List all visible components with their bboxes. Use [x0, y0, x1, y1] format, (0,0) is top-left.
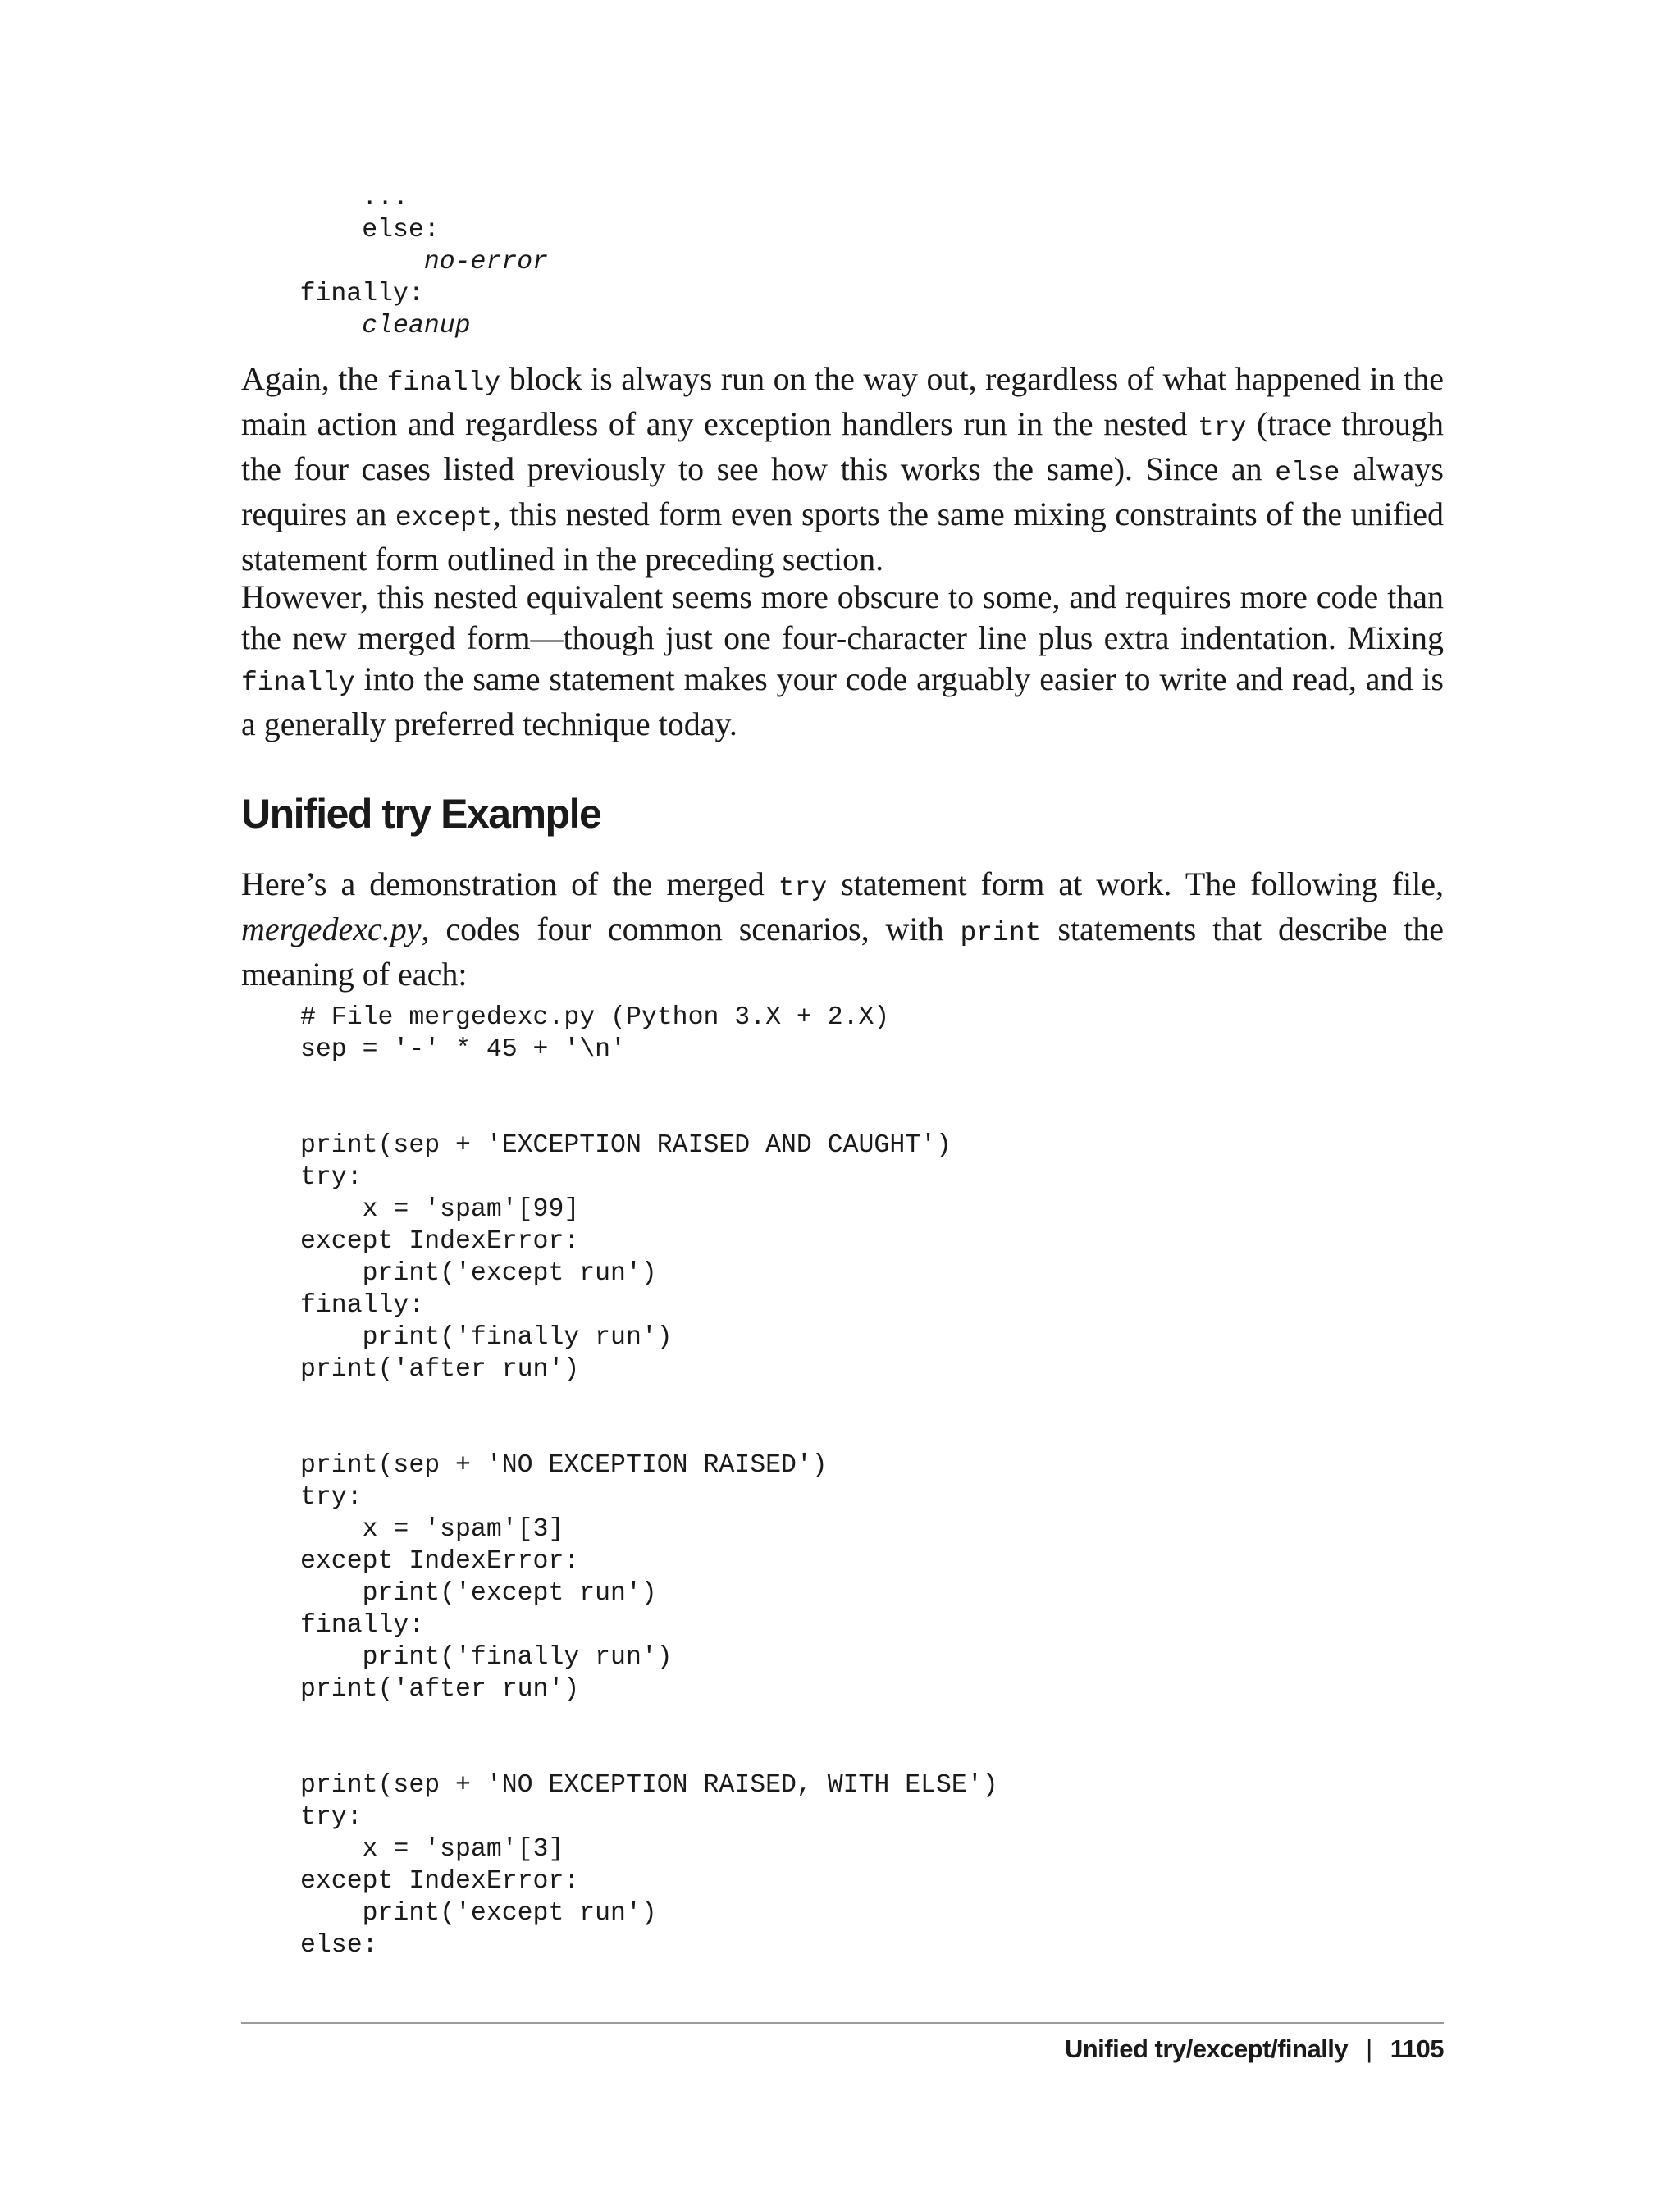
text-run: (trace through the four cases listed previously to see how this works the same). Since an	[241, 405, 1444, 487]
code-block-top	[238, 182, 548, 342]
inline-code: finally	[386, 368, 501, 398]
paragraph	[241, 358, 1444, 580]
text-run: Here’s a demonstration of the merged	[241, 865, 778, 902]
text-run: block is always run on the way out, regardless of what happened in the main action and regardless of any exception handlers run in the nested	[241, 360, 1444, 442]
code-block-main: # File mergedexc.py (Python 3.X + 2.X) sep = '-' * 45 + '\n' print(sep + 'EXCEPTION RAISED AND CAUGHT') try: x = 'spam'[99] except IndexError: print('except run') finally: print('finally run') print('after run') print(sep + 'NO EXCEPTION RAISED') try: x = 'spam'[3] except IndexError: print('except run') finally: print('finally run') print('after run') print(sep + 'NO EXCEPTION RAISED, WITH ELSE') try: x = 'spam'[3] except IndexError: print('except run') else:	[300, 1003, 998, 1960]
code-line	[238, 312, 362, 340]
code-line: ...	[238, 184, 409, 212]
text-run: always requires an	[241, 450, 1444, 532]
footer-rule	[241, 2022, 1444, 2024]
text-run: statements that describe the meaning of each:	[241, 911, 1444, 993]
inline-code: print	[960, 918, 1042, 948]
text-run: statement form at work. The following file,	[827, 865, 1444, 902]
footer-separator: |	[1366, 2034, 1372, 2063]
section-heading: Unified try Example	[241, 791, 601, 837]
inline-code: finally	[241, 668, 355, 698]
text-run: Again, the	[241, 360, 387, 397]
paragraph	[241, 864, 1444, 995]
paragraph	[241, 577, 1444, 745]
running-footer	[1065, 2034, 1444, 2064]
text-run: , codes four common scenarios, with	[421, 911, 961, 947]
text-run: , this nested form even sports the same mixing constraints of the unified statement form outlined in the preceding section.	[241, 495, 1444, 578]
code-line: else:	[238, 216, 440, 244]
inline-code: try	[778, 873, 828, 903]
inline-code: try	[1197, 413, 1247, 443]
page-number: 1105	[1390, 2034, 1444, 2063]
text-run: into the same statement makes your code arguably easier to write and read, and is a generally preferred technique today.	[241, 660, 1444, 742]
footer-section-title: Unified try/except/finally	[1064, 2034, 1349, 2063]
inline-code: except	[395, 503, 493, 533]
code-line	[238, 248, 424, 276]
inline-code: else	[1275, 458, 1340, 488]
code-placeholder: cleanup	[362, 312, 471, 340]
text-run: However, this nested equivalent seems more obscure to some, and requires more code than the new merged form—though just one four-character line plus extra indentation. Mixing	[241, 578, 1444, 656]
filename: mergedexc.py	[241, 911, 422, 947]
code-placeholder: no-error	[423, 248, 549, 276]
code-line: finally:	[238, 280, 424, 308]
